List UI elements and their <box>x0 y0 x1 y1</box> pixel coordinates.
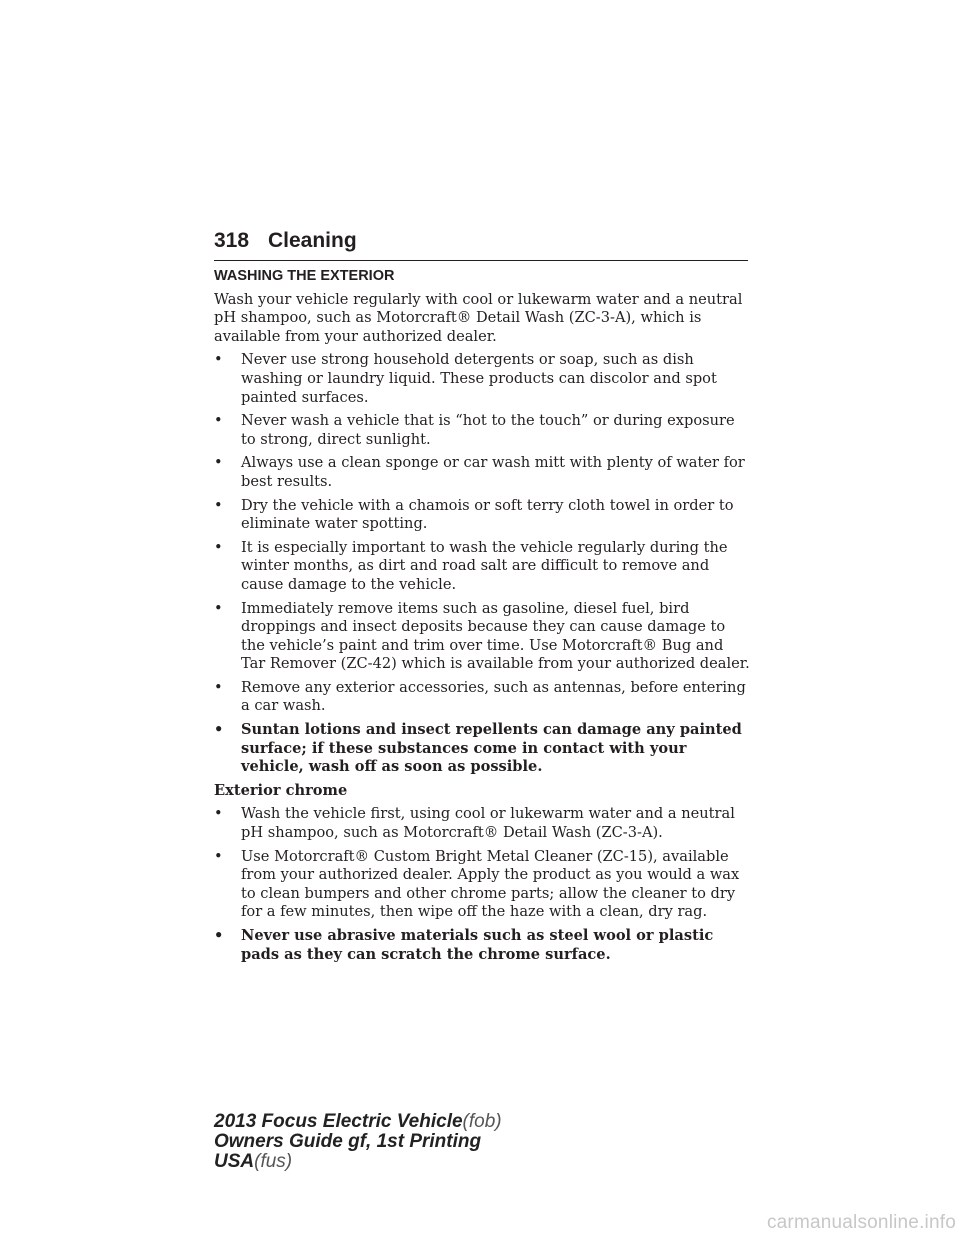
list-item-text: Never wash a vehicle that is “hot to the touch” or during exposure to strong, direct sunlight. <box>241 412 735 448</box>
list-item-text: Dry the vehicle with a chamois or soft terry cloth towel in order to eliminate water spotting. <box>241 496 734 533</box>
subsection-heading: Exterior chrome <box>214 781 348 799</box>
document-footer <box>214 1112 502 1172</box>
market-code: (fus) <box>254 1151 293 1172</box>
list-item-text: Remove any exterior accessories, such as antennas, before entering a car wash. <box>241 678 746 715</box>
watermark: carmanualsonline.info <box>766 1212 956 1233</box>
list-item-text: Use Motorcraft® Custom Bright Metal Cleaner (ZC-15), available from your authorized dealer. Apply the product as you would a wax to clean bumpers and other chrome parts; allow the cleaner to dry for a few minutes, then wipe off the haze with a clean, dry rag. <box>241 847 740 921</box>
list-item-text: Never use strong household detergents or soap, such as dish washing or laundry liquid. These products can discolor and spot painted surfaces. <box>241 351 717 406</box>
bullet-icon: • <box>214 599 223 617</box>
list-item-text: Suntan lotions and insect repellents can damage any painted surface; if these substances come in contact with your vehicle, wash off as soon as possible. <box>241 721 742 776</box>
footer-line-2: Owners Guide gf, 1st Printing <box>214 1131 482 1152</box>
list-item-text: Never use abrasive materials such as steel wool or plastic pads as they can scratch the chrome surface. <box>241 927 714 963</box>
list-item <box>214 539 750 595</box>
bullet-icon: • <box>214 351 223 369</box>
bullet-icon: • <box>214 678 223 696</box>
intro-paragraph: Wash your vehicle regularly with cool or lukewarm water and a neutral pH shampoo, such as Motorcraft® Detail Wash (ZC-3-A), which is available from your authorized dealer. <box>214 290 743 345</box>
bullet-icon: • <box>214 538 223 556</box>
footer-line-1 <box>214 1112 502 1132</box>
bullet-icon: • <box>214 927 224 944</box>
page-header <box>214 228 748 261</box>
list-item <box>214 351 750 407</box>
list-item <box>214 497 750 534</box>
section-title: Cleaning <box>268 229 357 252</box>
list-item <box>214 805 750 842</box>
bullet-icon: • <box>214 805 223 823</box>
list-item <box>214 454 750 491</box>
warning-list-item <box>214 927 750 964</box>
bullet-icon: • <box>214 847 223 865</box>
vehicle-name: 2013 Focus Electric Vehicle <box>214 1111 463 1132</box>
footer-line-3 <box>214 1152 502 1172</box>
list-item-text: Immediately remove items such as gasoline, diesel fuel, bird droppings and insect deposits because they can cause damage to the vehicle’s paint and trim over time. Use Motorcraft® Bug and Tar Remover (ZC-42) which is available from your authorized dealer. <box>241 599 750 673</box>
bullet-icon: • <box>214 412 223 430</box>
section-heading: WASHING THE EXTERIOR <box>214 268 395 284</box>
list-item <box>214 848 750 922</box>
list-item <box>214 679 750 716</box>
bullet-icon: • <box>214 496 223 514</box>
vehicle-code: (fob) <box>462 1111 502 1132</box>
bullet-icon: • <box>214 454 223 472</box>
list-item-text: Wash the vehicle first, using cool or lukewarm water and a neutral pH shampoo, such as Motorcraft® Detail Wash (ZC-3-A). <box>241 805 735 842</box>
list-item <box>214 600 750 674</box>
bullet-icon: • <box>214 721 224 739</box>
warning-list-item <box>214 721 750 777</box>
main-content <box>214 267 750 969</box>
list-item-text: Always use a clean sponge or car wash mitt with plenty of water for best results. <box>241 454 745 490</box>
list-item-text: It is especially important to wash the vehicle regularly during the winter months, as dirt and road salt are difficult to remove and cause damage to the vehicle. <box>241 538 728 593</box>
list-item <box>214 412 750 449</box>
page-number: 318 <box>214 229 250 252</box>
market-name: USA <box>214 1151 255 1172</box>
